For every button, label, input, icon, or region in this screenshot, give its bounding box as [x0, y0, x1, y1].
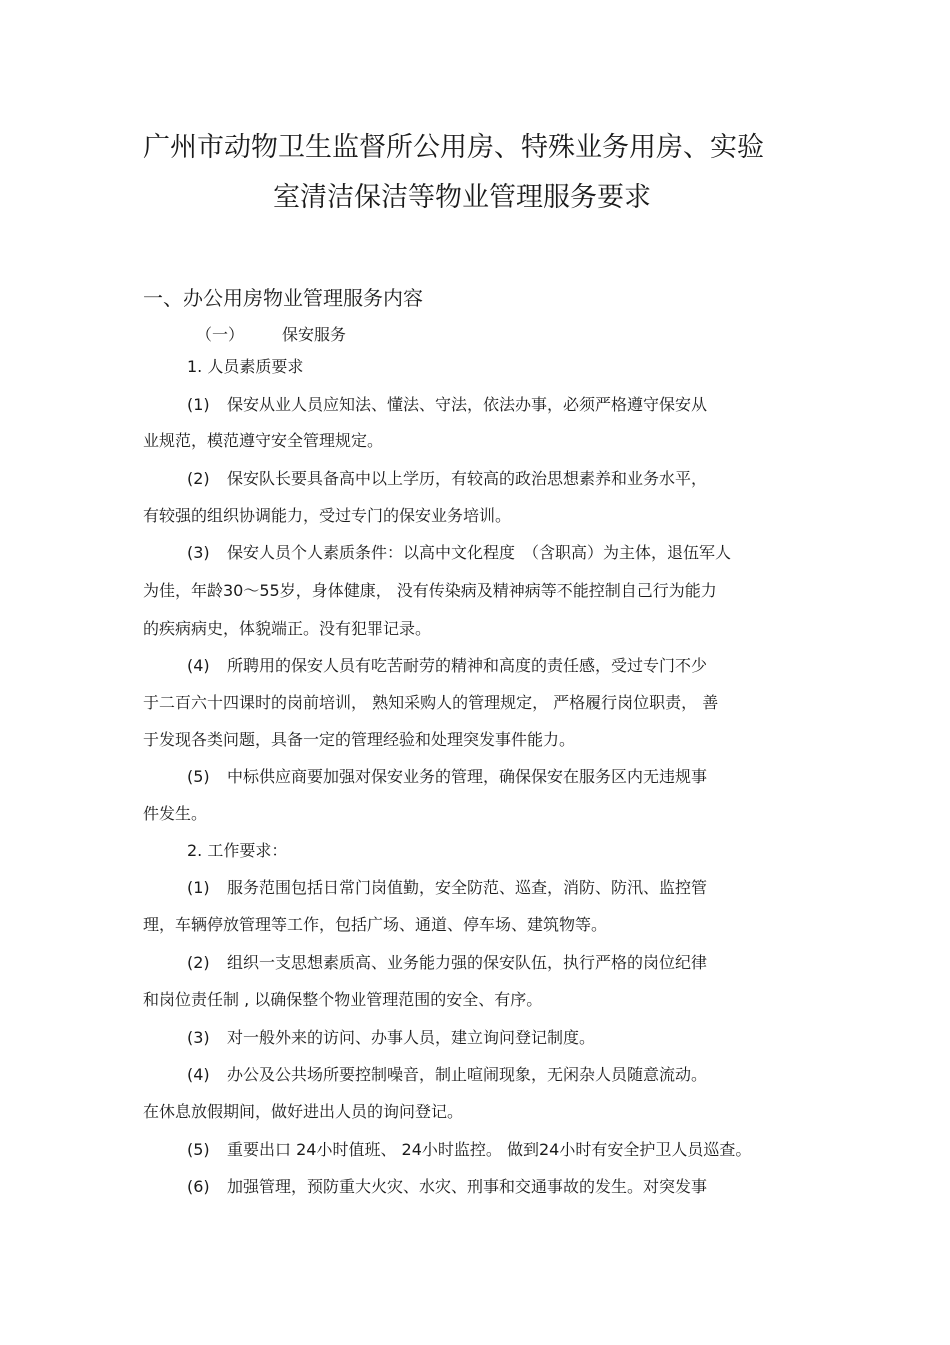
paragraph-text: 保安从业人员应知法、懂法、守法，依法办事，必须严格遵守保安从 [227, 395, 708, 414]
paragraph-2-2-line-1 [187, 952, 707, 974]
paragraph-1-2-line-1 [187, 468, 707, 490]
subsection-title: 保安服务 [282, 325, 347, 344]
paragraph-number: (1) [187, 395, 210, 414]
paragraph-text: 加强管理，预防重大火灾、水灾、刑事和交通事故的发生。对突发事 [227, 1177, 708, 1196]
paragraph-number: (5) [187, 767, 210, 786]
paragraph-1-5-line-2: 件发生。 [143, 804, 208, 823]
paragraph-number: (4) [187, 656, 210, 675]
paragraph-2-4-line-2: 在休息放假期间，做好进出人员的询问登记。 [143, 1102, 464, 1121]
paragraph-number: (1) [187, 878, 210, 897]
paragraph-1-3-line-2: 为佳，年龄30～55岁，身体健康， 没有传染病及精神病等不能控制自己行为能力 [143, 581, 717, 600]
paragraph-number: (4) [187, 1065, 210, 1084]
section-heading: 一、办公用房物业管理服务内容 [143, 286, 423, 310]
paragraph-1-4-line-2: 于二百六十四课时的岗前培训， 熟知采购人的管理规定， 严格履行岗位职责， 善 [143, 693, 719, 712]
paragraph-1-2-line-2: 有较强的组织协调能力，受过专门的保安业务培训。 [143, 506, 512, 525]
paragraph-text: 所聘用的保安人员有吃苦耐劳的精神和高度的责任感，受过专门不少 [227, 656, 708, 675]
paragraph-text: 保安队长要具备高中以上学历，有较高的政治思想素养和业务水平， [227, 469, 708, 488]
paragraph-2-3-line-1 [187, 1027, 595, 1049]
paragraph-1-5-line-1 [187, 766, 707, 788]
paragraph-text: 中标供应商要加强对保安业务的管理，确保保安在服务区内无违规事 [227, 767, 708, 786]
document-title-line-2: 室清洁保洁等物业管理服务要求 [273, 182, 651, 213]
item-1-heading: 1. 人员素质要求 [187, 357, 304, 376]
paragraph-2-5-line-1 [187, 1139, 751, 1161]
document-title-line-1: 广州市动物卫生监督所公用房、特殊业务用房、实验 [143, 132, 764, 163]
paragraph-1-4-line-3: 于发现各类问题，具备一定的管理经验和处理突发事件能力。 [143, 730, 576, 749]
paragraph-number: (3) [187, 543, 210, 562]
paragraph-text: 服务范围包括日常门岗值勤，安全防范、巡查，消防、防汛、监控管 [227, 878, 708, 897]
paragraph-text: 保安人员个人素质条件：以高中文化程度 （含职高）为主体，退伍军人 [227, 543, 732, 562]
paragraph-number: (2) [187, 953, 210, 972]
paragraph-2-1-line-1 [187, 877, 707, 899]
subsection-number: （一） [196, 325, 245, 344]
subsection-heading [196, 324, 346, 346]
paragraph-1-4-line-1 [187, 655, 707, 677]
paragraph-1-3-line-3: 的疾病病史，体貌端正。没有犯罪记录。 [143, 619, 432, 638]
paragraph-2-1-line-2: 理，车辆停放管理等工作，包括广场、通道、停车场、建筑物等。 [143, 915, 608, 934]
paragraph-number: (3) [187, 1028, 210, 1047]
paragraph-2-6-line-1 [187, 1176, 707, 1198]
paragraph-text: 重要出口 24小时值班、 24小时监控。 做到24小时有安全护卫人员巡查。 [227, 1140, 752, 1159]
paragraph-2-4-line-1 [187, 1064, 707, 1086]
paragraph-1-1-line-1 [187, 394, 707, 416]
paragraph-2-2-line-2: 和岗位责任制 , 以确保整个物业管理范围的安全、有序。 [143, 990, 543, 1009]
paragraph-text: 对一般外来的访问、办事人员，建立询问登记制度。 [227, 1028, 596, 1047]
paragraph-number: (6) [187, 1177, 210, 1196]
paragraph-1-3-line-1 [187, 542, 731, 564]
paragraph-number: (5) [187, 1140, 210, 1159]
paragraph-text: 组织一支思想素质高、业务能力强的保安队伍，执行严格的岗位纪律 [227, 953, 708, 972]
paragraph-1-1-line-2: 业规范，模范遵守安全管理规定。 [143, 431, 384, 450]
paragraph-number: (2) [187, 469, 210, 488]
paragraph-text: 办公及公共场所要控制噪音，制止喧闹现象，无闲杂人员随意流动。 [227, 1065, 708, 1084]
item-2-heading: 2. 工作要求： [187, 841, 288, 860]
